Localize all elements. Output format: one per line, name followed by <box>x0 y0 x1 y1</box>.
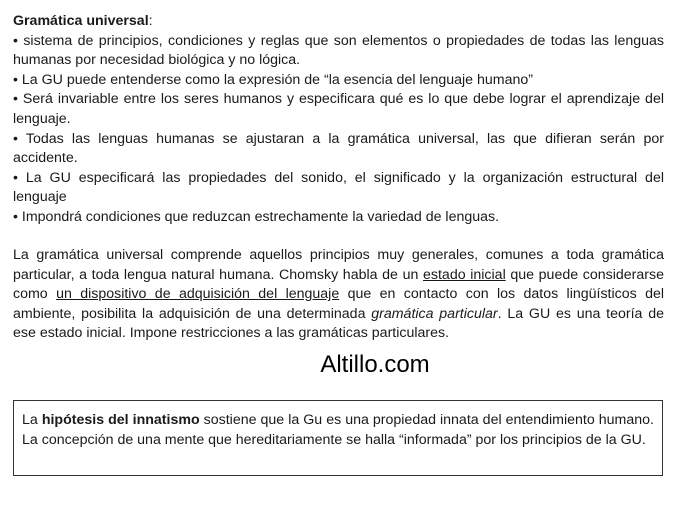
body-paragraph <box>13 246 664 344</box>
paragraph-text: que puede considerarse como <box>13 266 664 303</box>
bullet-section <box>13 12 664 228</box>
bullet-item: • La GU especificará las propiedades del sonido, el significado y la organización estructural del lenguaje <box>13 169 664 206</box>
box-text: La <box>22 412 42 428</box>
heading-title: Gramática universal <box>13 13 149 29</box>
paragraph-text: que en contacto con los datos lingüísticos del ambiente, posibilita la adquisición de una determinada <box>13 286 665 322</box>
underlined-term: estado inicial <box>423 266 506 283</box>
bullet-list <box>13 32 664 228</box>
box-text: sostiene que la Gu es una propiedad innata del entendimiento humano. La concepción de una mente que hereditariamente se halla “informada” por los principios de la GU. <box>22 412 654 448</box>
italic-term: gramática particular <box>371 305 498 322</box>
paragraph-text: La gramática universal comprende aquellos principios muy generales, comunes a toda gramática particular, a toda lengua natural humana. Chomsky habla de un <box>13 247 664 283</box>
paragraph-text: . La GU es una teoría de ese estado inicial. Impone restricciones a las gramáticas particulares. <box>13 305 664 342</box>
bullet-item: • sistema de principios, condiciones y reglas que son elementos o propiedades de todas las lenguas humanas por necesidad biológica y no lógica. <box>13 32 664 69</box>
box-bold-term: hipótesis del innatismo <box>41 412 200 428</box>
innatism-box <box>13 400 663 476</box>
heading-colon: : <box>148 13 153 29</box>
bullet-item: • Será invariable entre los seres humanos y especificara qué es lo que debe lograr el aprendizaje del lenguaje. <box>13 91 664 127</box>
bullet-item: • Todas las lenguas humanas se ajustaran a la gramática universal, las que difieran serán por accidente. <box>13 130 664 167</box>
bullet-item: • La GU puede entenderse como la expresión de “la esencia del lenguaje humano” <box>13 71 533 88</box>
watermark: Altillo.com <box>320 351 430 378</box>
underlined-term: un dispositivo de adquisición del lenguaje <box>56 286 340 303</box>
bullet-item: • Impondrá condiciones que reduzcan estrechamente la variedad de lenguas. <box>13 208 500 225</box>
section-heading <box>13 12 664 32</box>
